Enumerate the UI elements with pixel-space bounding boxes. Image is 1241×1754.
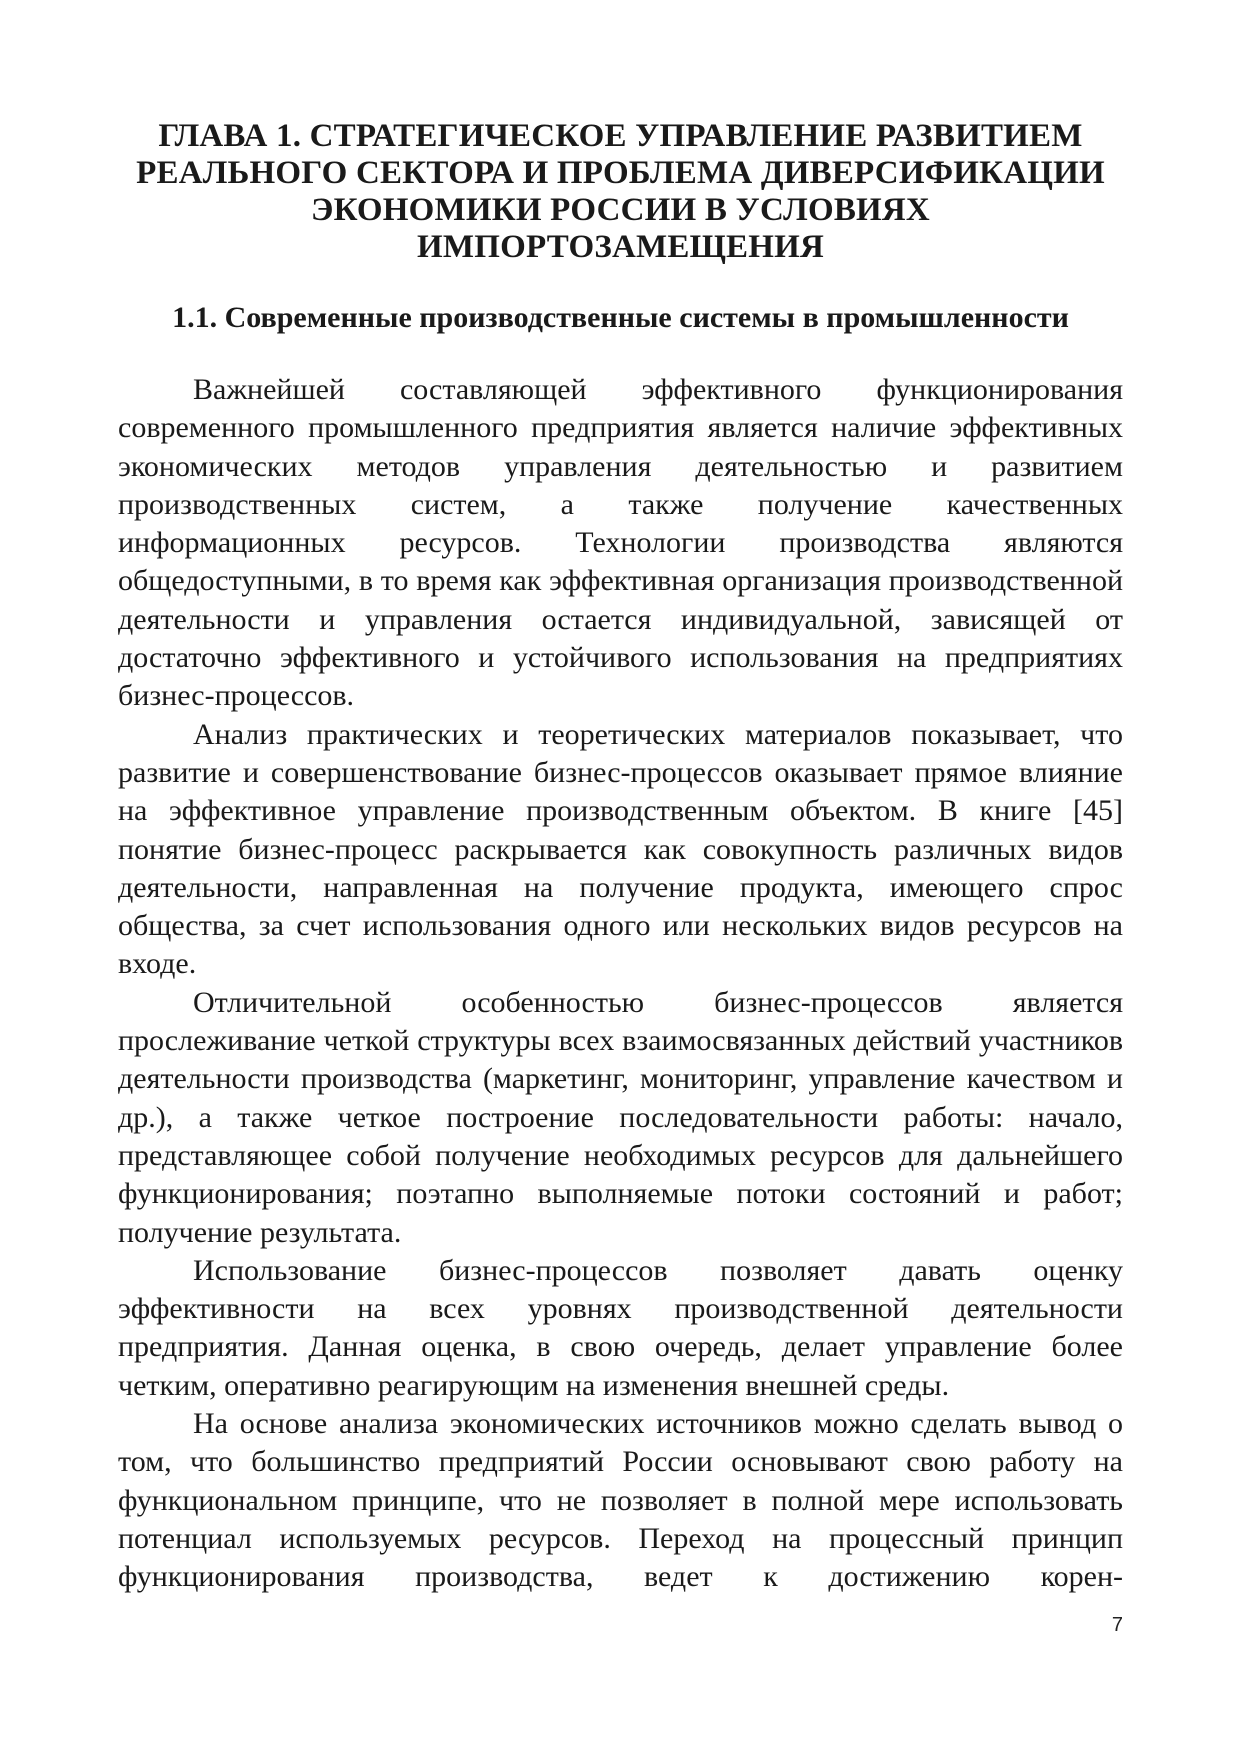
chapter-title-line: ИМПОРТОЗАМЕЩЕНИЯ xyxy=(417,229,824,265)
paragraph: Использование бизнес-процессов позволяет давать оценку эффективности на всех уровнях производственной деятельности предприятия. Данная оценка, в свою очередь, делает управление более четким, оперативно реагирующим на изменения внешней среды. xyxy=(118,1253,1123,1402)
paragraph: Отличительной особенностью бизнес-процессов является прослеживание четкой структуры всех взаимосвязанных действий участников деятельности производства (маркетинг, мониторинг, управление качеством и др.), а также четкое построение последовательности работы: начало, представляющее собой получение необходимых ресурсов для дальнейшего функционирования; поэтапно выполняемые потоки состояний и работ; получение результата. xyxy=(118,985,1123,1249)
paragraph: Важнейшей составляющей эффективного функционирования современного промышленного предприятия является наличие эффективных экономических методов управления деятельностью и развитием производственных систем, а также получение качественных информационных ресурсов. Технологии производства являются общедоступными, в то время как эффективная организация производственной деятельности и управления остается индивидуальной, зависящей от достаточно эффективного и устойчивого использования на предприятиях бизнес-процессов. xyxy=(118,373,1123,713)
section-title: 1.1. Современные производственные системы в промышленности xyxy=(172,301,1069,334)
paragraph: На основе анализа экономических источников можно сделать вывод о том, что большинство предприятий России основывают свою работу на функциональном принципе, что не позволяет в полной мере использовать потенциал используемых ресурсов. Переход на процессный принцип функционирования производства, ведет к достижению корен- xyxy=(118,1407,1123,1594)
chapter-title-line: ГЛАВА 1. СТРАТЕГИЧЕСКОЕ УПРАВЛЕНИЕ РАЗВИТИЕМ xyxy=(158,118,1083,154)
paragraph: Анализ практических и теоретических материалов показывает, что развитие и совершенствование бизнес-процессов оказывает прямое влияние на эффективное управление производственным объектом. В книге [45] понятие бизнес-процесс раскрывается как совокупность различных видов деятельности, направленная на получение продукта, имеющего спрос общества, за счет использования одного или нескольких видов ресурсов на входе. xyxy=(118,717,1123,981)
chapter-title-line: ЭКОНОМИКИ РОССИИ В УСЛОВИЯХ xyxy=(311,192,930,228)
page-number: 7 xyxy=(1111,1614,1123,1636)
chapter-title-line: РЕАЛЬНОГО СЕКТОРА И ПРОБЛЕМА ДИВЕРСИФИКАЦИИ xyxy=(136,155,1105,191)
document-page xyxy=(118,0,1123,1754)
chapter-title xyxy=(118,118,1123,266)
body-text xyxy=(118,371,1123,1597)
